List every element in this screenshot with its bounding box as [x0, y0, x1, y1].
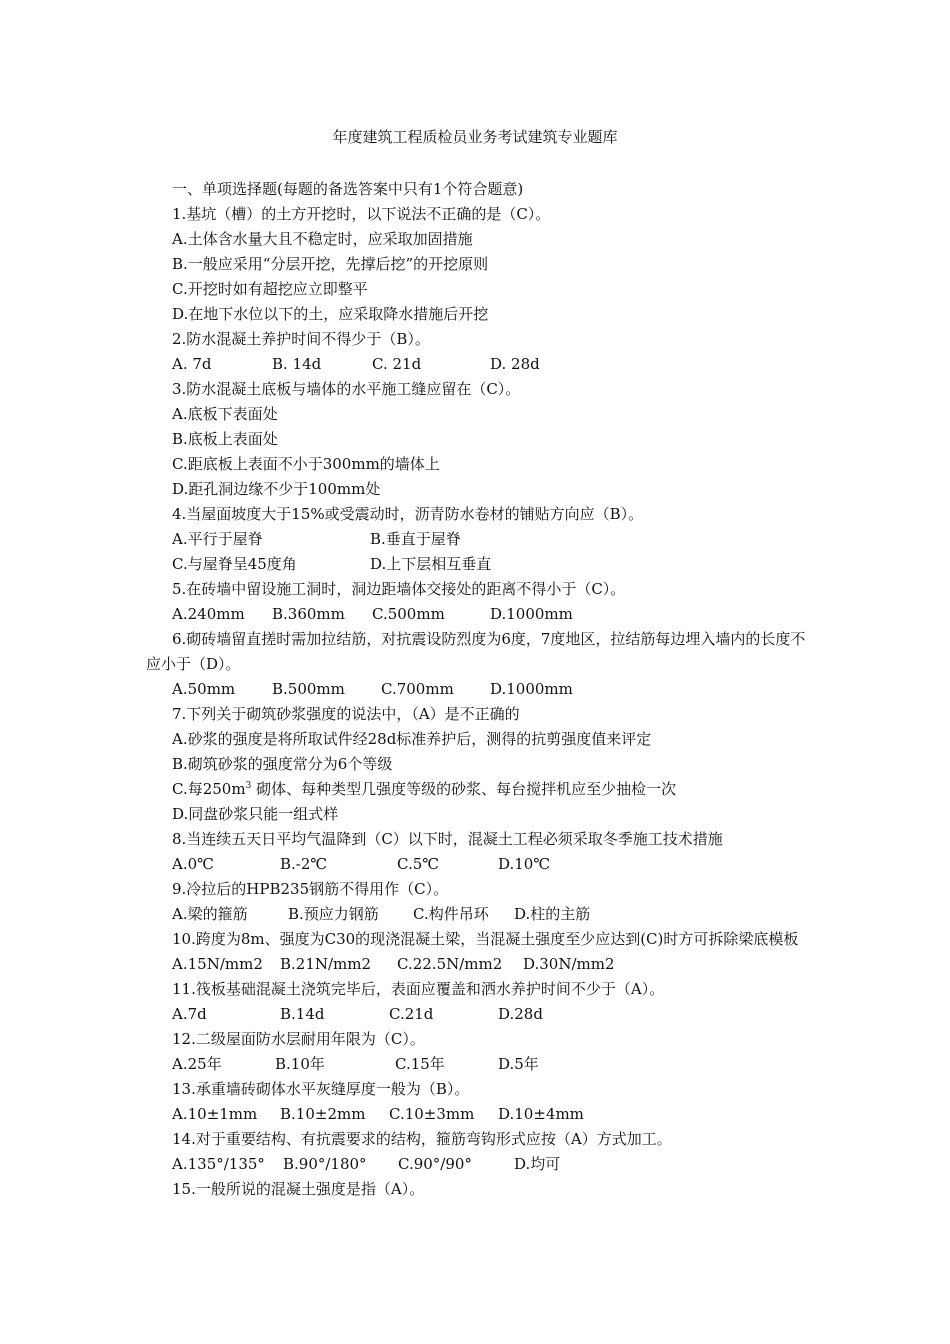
- question-13: 13.承重墙砖砌体水平灰缝厚度一般为（B）。: [172, 1080, 470, 1098]
- question-12-options: [146, 1052, 814, 1077]
- question-11-option-c: C.21d: [389, 1005, 434, 1023]
- question-12-option-b: B.10年: [275, 1055, 325, 1073]
- question-4-option-b: B.垂直于屋脊: [370, 530, 461, 548]
- question-3-option-a: A.底板下表面处: [172, 405, 278, 423]
- question-4: 4.当屋面坡度大于15%或受震动时，沥青防水卷材的铺贴方向应（B）。: [172, 505, 644, 523]
- question-10-option-d: D.30N/mm2: [523, 955, 615, 973]
- question-4-options-cd: [146, 552, 814, 577]
- question-5: 5.在砖墙中留设施工洞时，洞边距墙体交接处的距离不得小于（C）。: [172, 580, 626, 598]
- document-title: 年度建筑工程质检员业务考试建筑专业题库: [332, 128, 618, 146]
- question-13-option-c: C.10±3mm: [389, 1105, 475, 1123]
- question-11-option-a: A.7d: [172, 1005, 207, 1023]
- question-1-option-a: A.土体含水量大且不稳定时，应采取加固措施: [172, 230, 473, 248]
- question-9: 9.冷拉后的HPB235钢筋不得用作（C）。: [172, 880, 449, 898]
- question-9-option-c: C.构件吊环: [413, 905, 489, 923]
- question-7-option-c-suffix: 砌体、每种类型几强度等级的砂浆、每台搅拌机应至少抽检一次: [251, 780, 677, 798]
- question-5-options: [146, 602, 814, 627]
- question-8-option-a: A.0℃: [172, 855, 214, 873]
- question-12-option-d: D.5年: [498, 1055, 539, 1073]
- question-7-option-a: A.砂浆的强度是将所取试件经28d标准养护后，测得的抗剪强度值来评定: [172, 730, 652, 748]
- question-1: 1.基坑（槽）的土方开挖时，以下说法不正确的是（C）。: [172, 205, 551, 223]
- question-6-option-b: B.500mm: [272, 680, 345, 698]
- question-2: 2.防水混凝土养护时间不得少于（B）。: [172, 330, 430, 348]
- question-6: 6.砌砖墙留直搓时需加拉结筋，对抗震设防烈度为6度，7度地区，拉结筋每边埋入墙内的长度不应小于（D）。: [146, 630, 806, 673]
- question-5-option-b: B.360mm: [272, 605, 345, 623]
- question-6-option-d: D.1000mm: [490, 680, 573, 698]
- question-11-option-b: B.14d: [280, 1005, 325, 1023]
- question-11-options: [146, 1002, 814, 1027]
- question-7-option-c-superscript: 3: [245, 781, 252, 791]
- question-13-option-a: A.10±1mm: [172, 1105, 258, 1123]
- question-13-option-b: B.10±2mm: [280, 1105, 366, 1123]
- question-10: 10.跨度为8m、强度为C30的现浇混凝土梁，当混凝土强度至少应达到(C)时方可拆除梁底模板: [172, 930, 799, 948]
- question-7: 7.下列关于砌筑砂浆强度的说法中，（A）是不正确的: [172, 705, 520, 723]
- question-14: 14.对于重要结构、有抗震要求的结构，箍筋弯钩形式应按（A）方式加工。: [172, 1130, 672, 1148]
- question-14-option-d: D.均可: [514, 1155, 561, 1173]
- question-11: 11.筏板基础混凝土浇筑完毕后，表面应覆盖和洒水养护时间不少于（A）。: [172, 980, 665, 998]
- question-3: 3.防水混凝土底板与墙体的水平施工缝应留在（C）。: [172, 380, 521, 398]
- question-5-option-d: D.1000mm: [490, 605, 573, 623]
- question-13-options: [146, 1102, 814, 1127]
- question-4-option-d: D.上下层相互垂直: [370, 555, 492, 573]
- question-9-option-a: A.梁的箍筋: [172, 905, 248, 923]
- question-8-option-b: B.-2℃: [280, 855, 328, 873]
- question-8-options: [146, 852, 814, 877]
- question-2-option-d: D. 28d: [490, 355, 540, 373]
- question-6-options: [146, 677, 814, 702]
- question-2-option-c: C. 21d: [372, 355, 422, 373]
- question-8-option-c: C.5℃: [397, 855, 440, 873]
- question-12-option-a: A.25年: [172, 1055, 222, 1073]
- question-14-options: [146, 1152, 814, 1177]
- question-7-option-b: B.砌筑砂浆的强度常分为6个等级: [172, 755, 393, 773]
- question-8-option-d: D.10℃: [498, 855, 551, 873]
- question-10-options: [146, 952, 814, 977]
- question-10-option-c: C.22.5N/mm2: [397, 955, 503, 973]
- question-11-option-d: D.28d: [498, 1005, 543, 1023]
- question-1-option-b: B.一般应采用“分层开挖，先撑后挖”的开挖原则: [172, 255, 489, 273]
- question-3-option-b: B.底板上表面处: [172, 430, 278, 448]
- question-14-option-c: C.90°/90°: [398, 1155, 472, 1173]
- question-9-option-d: D.柱的主筋: [514, 905, 591, 923]
- question-2-options: [146, 352, 814, 377]
- question-10-option-b: B.21N/mm2: [280, 955, 372, 973]
- question-5-option-c: C.500mm: [372, 605, 445, 623]
- question-3-option-d: D.距孔洞边缘不少于100mm处: [172, 480, 381, 498]
- question-4-option-c: C.与屋脊呈45度角: [172, 555, 297, 573]
- question-12-option-c: C.15年: [395, 1055, 445, 1073]
- question-5-option-a: A.240mm: [172, 605, 245, 623]
- question-1-option-d: D.在地下水位以下的土，应采取降水措施后开挖: [172, 305, 489, 323]
- question-7-option-c: [146, 777, 814, 802]
- question-4-options-ab: [146, 527, 814, 552]
- question-3-option-c: C.距底板上表面不小于300mm的墙体上: [172, 455, 440, 473]
- question-7-option-c-prefix: C.每250m: [172, 780, 246, 798]
- question-2-option-b: B. 14d: [272, 355, 322, 373]
- section-heading: 一、单项选择题(每题的备选答案中只有1个符合题意): [172, 180, 524, 198]
- question-4-option-a: A.平行于屋脊: [172, 530, 263, 548]
- question-9-option-b: B.预应力钢筋: [288, 905, 379, 923]
- question-6-option-a: A.50mm: [172, 680, 236, 698]
- question-15: 15.一般所说的混凝土强度是指（A）。: [172, 1180, 425, 1198]
- question-13-option-d: D.10±4mm: [498, 1105, 584, 1123]
- question-14-option-a: A.135°/135°: [172, 1155, 265, 1173]
- question-7-option-d: D.同盘砂浆只能一组式样: [172, 805, 339, 823]
- question-9-options: [146, 902, 814, 927]
- question-6-option-c: C.700mm: [381, 680, 454, 698]
- question-14-option-b: B.90°/180°: [283, 1155, 367, 1173]
- question-12: 12.二级屋面防水层耐用年限为（C）。: [172, 1030, 425, 1048]
- question-8: 8.当连续五天日平均气温降到（C）以下时，混凝土工程必须采取冬季施工技术措施: [172, 830, 723, 848]
- question-1-option-c: C.开挖时如有超挖应立即整平: [172, 280, 368, 298]
- question-2-option-a: A. 7d: [172, 355, 212, 373]
- question-10-option-a: A.15N/mm2: [172, 955, 263, 973]
- question-list: [146, 177, 814, 1202]
